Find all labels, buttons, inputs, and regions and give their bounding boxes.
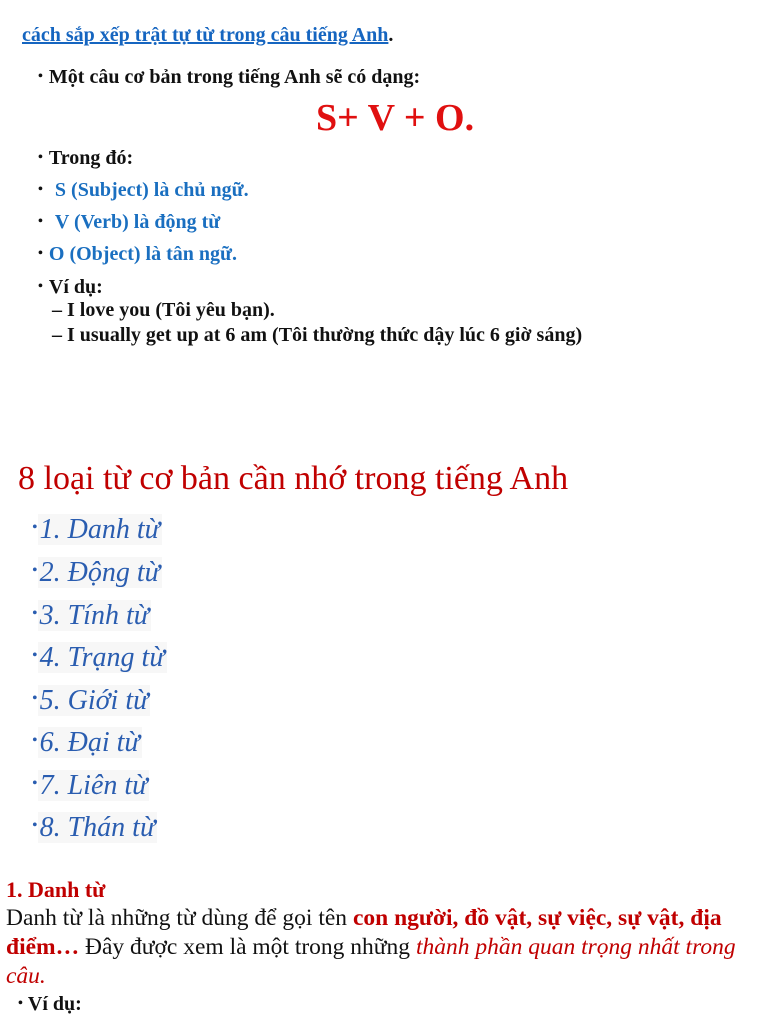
where-label-text: Trong đó: — [48, 147, 134, 169]
example-label — [38, 276, 103, 299]
example-item: – I usually get up at 6 am (Tôi thường thức dậy lúc 6 giờ sáng) — [52, 324, 583, 346]
sentence-formula: S+ V + O. — [316, 97, 475, 139]
bullet-icon: • — [38, 279, 43, 294]
noun-text-mid: Đây được xem là một trong những — [79, 934, 416, 960]
definition-subject — [38, 179, 249, 202]
bullet-icon: • — [38, 246, 43, 261]
bullet-icon: • — [32, 817, 38, 834]
bullet-icon: • — [32, 732, 38, 749]
basic-sentence-lead — [38, 66, 420, 89]
word-type-item — [32, 642, 167, 674]
basic-sentence-lead-text: Một câu cơ bản trong tiếng Anh sẽ có dạng: — [48, 66, 421, 88]
where-label — [38, 147, 133, 170]
word-type-label: 5. Giới từ — [39, 685, 149, 716]
word-type-label: 2. Động từ — [39, 557, 160, 588]
noun-example-label-text: Ví dụ: — [27, 993, 82, 1015]
word-types-heading: 8 loại từ cơ bản cần nhớ trong tiếng Anh — [18, 460, 569, 497]
noun-definition-paragraph — [6, 904, 766, 991]
word-type-item — [32, 727, 142, 759]
bullet-icon: • — [32, 647, 38, 664]
bullet-icon: • — [32, 775, 38, 792]
bullet-icon: • — [32, 519, 38, 536]
definition-object — [38, 243, 237, 266]
noun-text-highlight: con người, đồ vật, sự việc, sự vật, địa điểm… — [6, 905, 722, 960]
word-type-item — [32, 600, 151, 632]
example-label-text: Ví dụ: — [48, 276, 103, 298]
bullet-icon: • — [38, 150, 43, 165]
word-type-label: 8. Thán từ — [39, 812, 156, 843]
word-type-item — [32, 557, 162, 589]
example-item: – I love you (Tôi yêu bạn). — [52, 299, 275, 321]
word-type-item — [32, 770, 149, 802]
definition-verb — [38, 211, 220, 234]
word-type-label: 7. Liên từ — [39, 770, 148, 801]
word-type-label: 1. Danh từ — [39, 514, 160, 545]
word-type-item — [32, 685, 150, 717]
noun-text-intro: Danh từ là những từ dùng để gọi tên — [6, 905, 353, 931]
definition-text: S (Subject) là chủ ngữ. — [54, 179, 249, 201]
definition-text: V (Verb) là động từ — [54, 211, 221, 233]
bullet-icon: • — [38, 182, 43, 197]
intro-link[interactable]: cách sắp xếp trật tự từ trong câu tiếng Anh — [22, 24, 389, 46]
bullet-icon: • — [18, 996, 23, 1011]
definition-text: O (Object) là tân ngữ. — [48, 243, 238, 265]
word-type-item — [32, 514, 162, 546]
noun-section-heading: 1. Danh từ — [6, 877, 106, 902]
intro-line — [22, 24, 393, 47]
word-type-label: 3. Tính từ — [39, 600, 150, 631]
word-type-label: 4. Trạng từ — [39, 642, 165, 673]
bullet-icon: • — [32, 605, 38, 622]
word-type-item — [32, 812, 157, 844]
bullet-icon: • — [32, 562, 38, 579]
intro-link-suffix: . — [388, 24, 394, 46]
bullet-icon: • — [38, 69, 43, 84]
bullet-icon: • — [32, 690, 38, 707]
noun-text-italic: thành phần quan trọng nhất trong câu. — [6, 934, 736, 989]
bullet-icon: • — [38, 214, 43, 229]
noun-example-label — [18, 993, 82, 1016]
word-type-label: 6. Đại từ — [39, 727, 140, 758]
